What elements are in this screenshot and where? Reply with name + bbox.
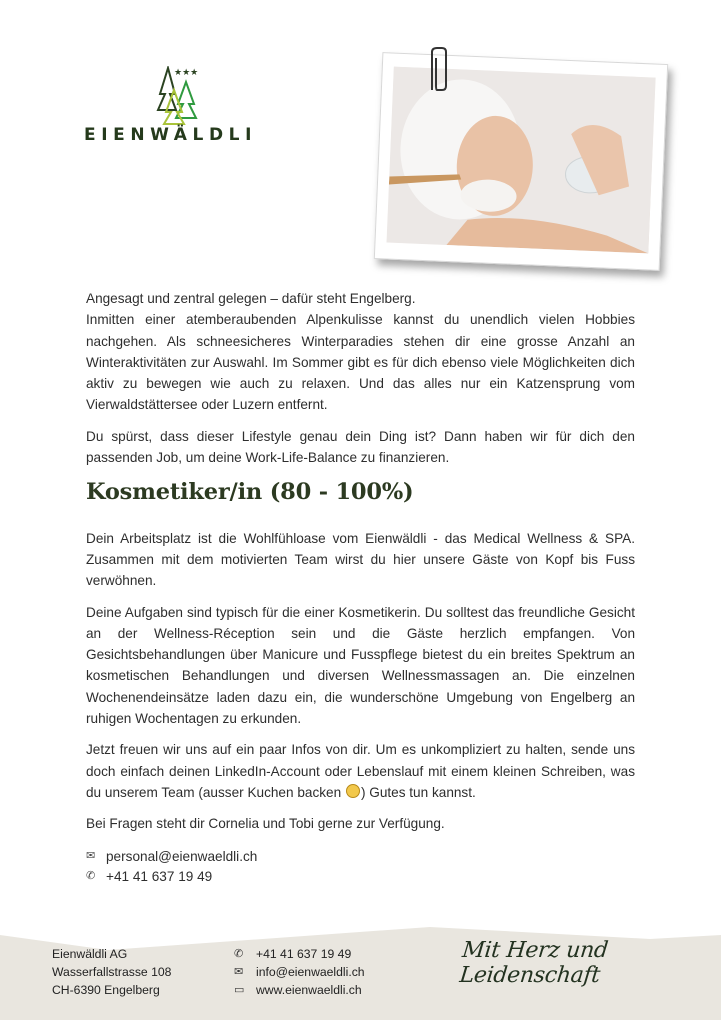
paperclip-icon bbox=[428, 46, 450, 94]
job-paragraph-3: Jetzt freuen wir uns auf ein paar Infos von dir. Um es unkompliziert zu halten, sende uns doch einfach deinen LinkedIn-Account oder Lebenslauf mit einem kleinen Schreiben, was du unserem Team (ausser Kuchen backen ) Gutes tun kannst. bbox=[86, 742, 635, 800]
intro-lead: Angesagt und zentral gelegen – dafür steht Engelberg. bbox=[86, 291, 416, 306]
contact-block bbox=[86, 847, 635, 887]
job-paragraph-2: Deine Aufgaben sind typisch für die einer Kosmetikerin. Du solltest das freundliche Gesicht an der Wellness-Réception sein und die Gäste herzlich empfangen. Von Gesichtsbehandlungen über Manicure und Fusspflege bietest du ein breites Spektrum an kosmetischen Behandlungen und diversen Wellnessmassagen an. Die einzelnen Wochenendeinsätze laden dazu ein, die wunderschöne Umgebung von Engelberg an ruhigen Wochentagen zu erkunden. bbox=[86, 604, 635, 727]
contact-email-link[interactable]: personal@eienwaeldli.ch bbox=[106, 848, 258, 864]
facial-treatment-photo bbox=[386, 67, 655, 254]
contact-phone-link[interactable]: +41 41 637 19 49 bbox=[106, 868, 213, 884]
intro-paragraph-1: Inmitten einer atemberaubenden Alpenkulisse kannst du unendlich vielen Hobbies nachgehen. Als schneesicheres Winterparadies stehen dir eine grosse Anzahl an Winteraktivitäten zur Auswahl. Im Sommer gibt es für dich ebenso viele Möglichkeiten dich aktiv zu bewegen wie auch zu relaxen. Und das alles nur ein Katzensprung vom Vierwaldstättersee oder Luzern entfernt. bbox=[86, 312, 635, 413]
phone-icon: ✆ bbox=[234, 948, 244, 960]
eienwaeldli-logo bbox=[84, 66, 264, 150]
contact-phone bbox=[86, 867, 635, 887]
footer-slogan: Mit Herz und Leidenschaft bbox=[458, 938, 610, 988]
job-description bbox=[86, 288, 635, 887]
monitor-icon: ▭ bbox=[234, 983, 245, 996]
footer-phone: ✆ +41 41 637 19 49 bbox=[234, 946, 365, 964]
envelope-icon: ✉ bbox=[86, 849, 96, 862]
contact-email bbox=[86, 847, 635, 867]
footer-email: ✉ info@eienwaeldli.ch bbox=[234, 964, 365, 982]
footer-contact bbox=[234, 946, 365, 999]
smiley-emoji-icon bbox=[346, 784, 360, 798]
envelope-icon: ✉ bbox=[234, 965, 244, 978]
job-paragraph-1: Dein Arbeitsplatz ist die Wohlfühloase vom Eienwäldli - das Medical Wellness & SPA. Zusammen mit dem motivierten Team wirst du hier unsere Gäste von Kopf bis Fuss verwöhnen. bbox=[86, 530, 635, 589]
job-paragraph-4: Bei Fragen steht dir Cornelia und Tobi gerne zur Verfügung. bbox=[86, 816, 445, 832]
footer-address: Eienwäldli AG Wasserfallstrasse 108 CH-6390 Engelberg bbox=[52, 947, 172, 997]
job-title: Kosmetiker/in (80 - 100%) bbox=[86, 479, 414, 506]
phone-icon: ✆ bbox=[86, 869, 96, 882]
footer-website: ▭ www.eienwaeldli.ch bbox=[234, 982, 365, 1000]
fir-trees-icon bbox=[156, 66, 206, 126]
intro-paragraph-2: Du spürst, dass dieser Lifestyle genau dein Ding ist? Dann haben wir für dich den passenden Job, um deine Work-Life-Balance zu finanzieren. bbox=[86, 428, 635, 466]
brand-name: EIENWÄLDLI bbox=[84, 125, 258, 145]
spa-photo-frame bbox=[374, 52, 668, 271]
svg-text:★★★: ★★★ bbox=[174, 68, 199, 78]
